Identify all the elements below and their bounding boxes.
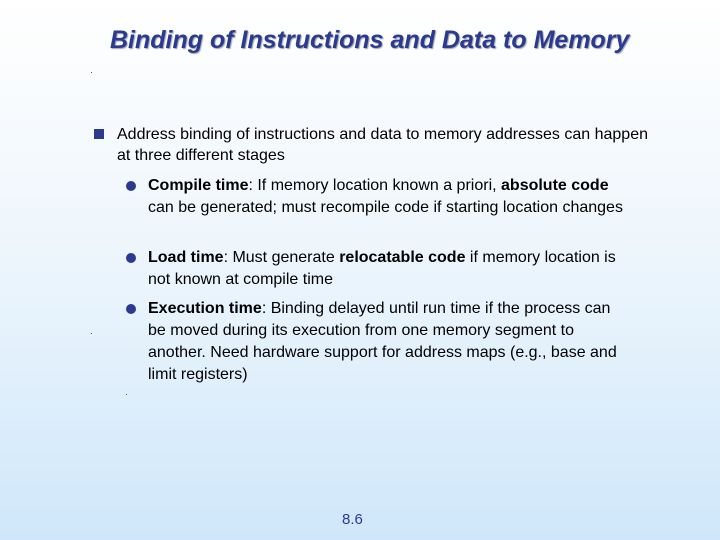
- stage-description: : Must generate: [223, 249, 340, 266]
- round-bullet-icon: [126, 181, 136, 191]
- main-bullet: [94, 124, 654, 166]
- stage-text: [148, 175, 626, 219]
- page-number: 8.6: [342, 511, 363, 528]
- stage-term: Load time: [148, 249, 224, 266]
- slide-title: Binding of Instructions and Data to Memory: [110, 26, 630, 54]
- stage-item-compile-time: [126, 175, 626, 219]
- stage-key-term: absolute code: [501, 177, 609, 194]
- decorative-dot: [91, 333, 92, 334]
- stage-text: [148, 298, 626, 386]
- decorative-dot: [126, 394, 127, 395]
- stage-description-rest: can be generated; must recompile code if starting location changes: [148, 199, 623, 216]
- main-bullet-text: Address binding of instructions and data to memory addresses can happen at three different stages: [117, 126, 648, 164]
- round-bullet-icon: [126, 253, 136, 263]
- stage-text: [148, 247, 626, 291]
- stage-key-term: relocatable code: [339, 249, 466, 266]
- stage-term: Execution time: [148, 300, 262, 317]
- stage-description: : If memory location known a priori,: [248, 177, 502, 194]
- stage-item-load-time: [126, 247, 626, 291]
- square-bullet-icon: [94, 129, 104, 139]
- stage-description-rest: if memory location is not known at compile time: [148, 249, 616, 288]
- round-bullet-icon: [126, 304, 136, 314]
- stage-description: : Binding delayed until run time if the process can be moved during its execution from one memory segment to another. Need hardware support for address maps (e.g., base and limit registers): [148, 300, 617, 383]
- stage-item-execution-time: [126, 298, 626, 386]
- stage-term: Compile time: [148, 177, 249, 194]
- decorative-dot: [91, 72, 92, 73]
